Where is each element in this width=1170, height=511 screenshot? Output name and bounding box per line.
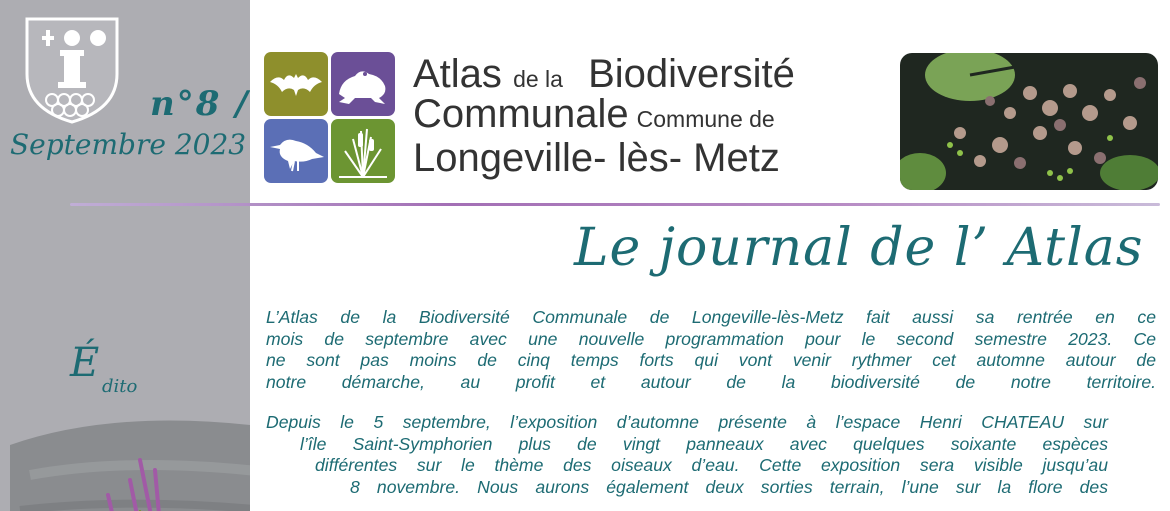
title-atlas: Atlas (413, 52, 502, 96)
frog-icon (331, 52, 395, 116)
expo-line: l’île Saint-Symphorien plus de vingt panneaux avec quelques soixante espèces (300, 433, 1108, 454)
bird-tile (264, 119, 328, 183)
title-commune-de: Commune de (636, 106, 775, 132)
expo-line: Depuis le 5 septembre, l’exposition d’automne présente à l’espace Henri CHATEAU sur (266, 412, 1108, 432)
journal-banner: Le journal de l’ Atlas (574, 218, 1144, 278)
edito-label: dito (102, 376, 138, 397)
issue-number: n°8 / (150, 84, 250, 124)
title-town: Longeville- lès- Metz (413, 136, 780, 180)
intro-line: notre démarche, au profit et autour de la biodiversité de notre territoire. (266, 371, 1156, 392)
edito-initial: É (70, 340, 100, 386)
pond-photo (900, 53, 1158, 190)
expo-line: différentes sur le thème des oiseaux d’eau. Cette exposition sera visible jusqu’au (315, 455, 1108, 475)
expo-paragraph (266, 412, 1108, 498)
intro-line: L’Atlas de la Biodiversité Communale de Longeville-lès-Metz fait aussi sa rentrée en ce (266, 307, 1156, 327)
title-de-la: de la (513, 66, 563, 92)
header-divider (70, 203, 1160, 206)
sidebar (0, 0, 250, 511)
crest-icon (22, 14, 122, 124)
frog-tile (331, 52, 395, 116)
issue-date: Septembre 2023 (10, 128, 247, 161)
reeds-icon (331, 119, 395, 183)
bird-icon (264, 119, 328, 183)
intro-line: mois de septembre avec une nouvelle programmation pour le second semestre 2023. Ce (266, 328, 1156, 349)
bat-icon (264, 52, 328, 116)
title-communale: Communale (413, 92, 629, 136)
intro-paragraph (266, 307, 1156, 393)
edito-photo (0, 415, 250, 511)
title-biodiversite: Biodiversité (588, 52, 795, 96)
reeds-tile (331, 119, 395, 183)
expo-line: 8 novembre. Nous aurons également deux sorties terrain, l’une sur la flore des (350, 476, 1108, 497)
intro-line: ne sont pas moins de cinq temps forts qui vont venir rythmer cet automne autour de (266, 350, 1156, 370)
bat-tile (264, 52, 328, 116)
